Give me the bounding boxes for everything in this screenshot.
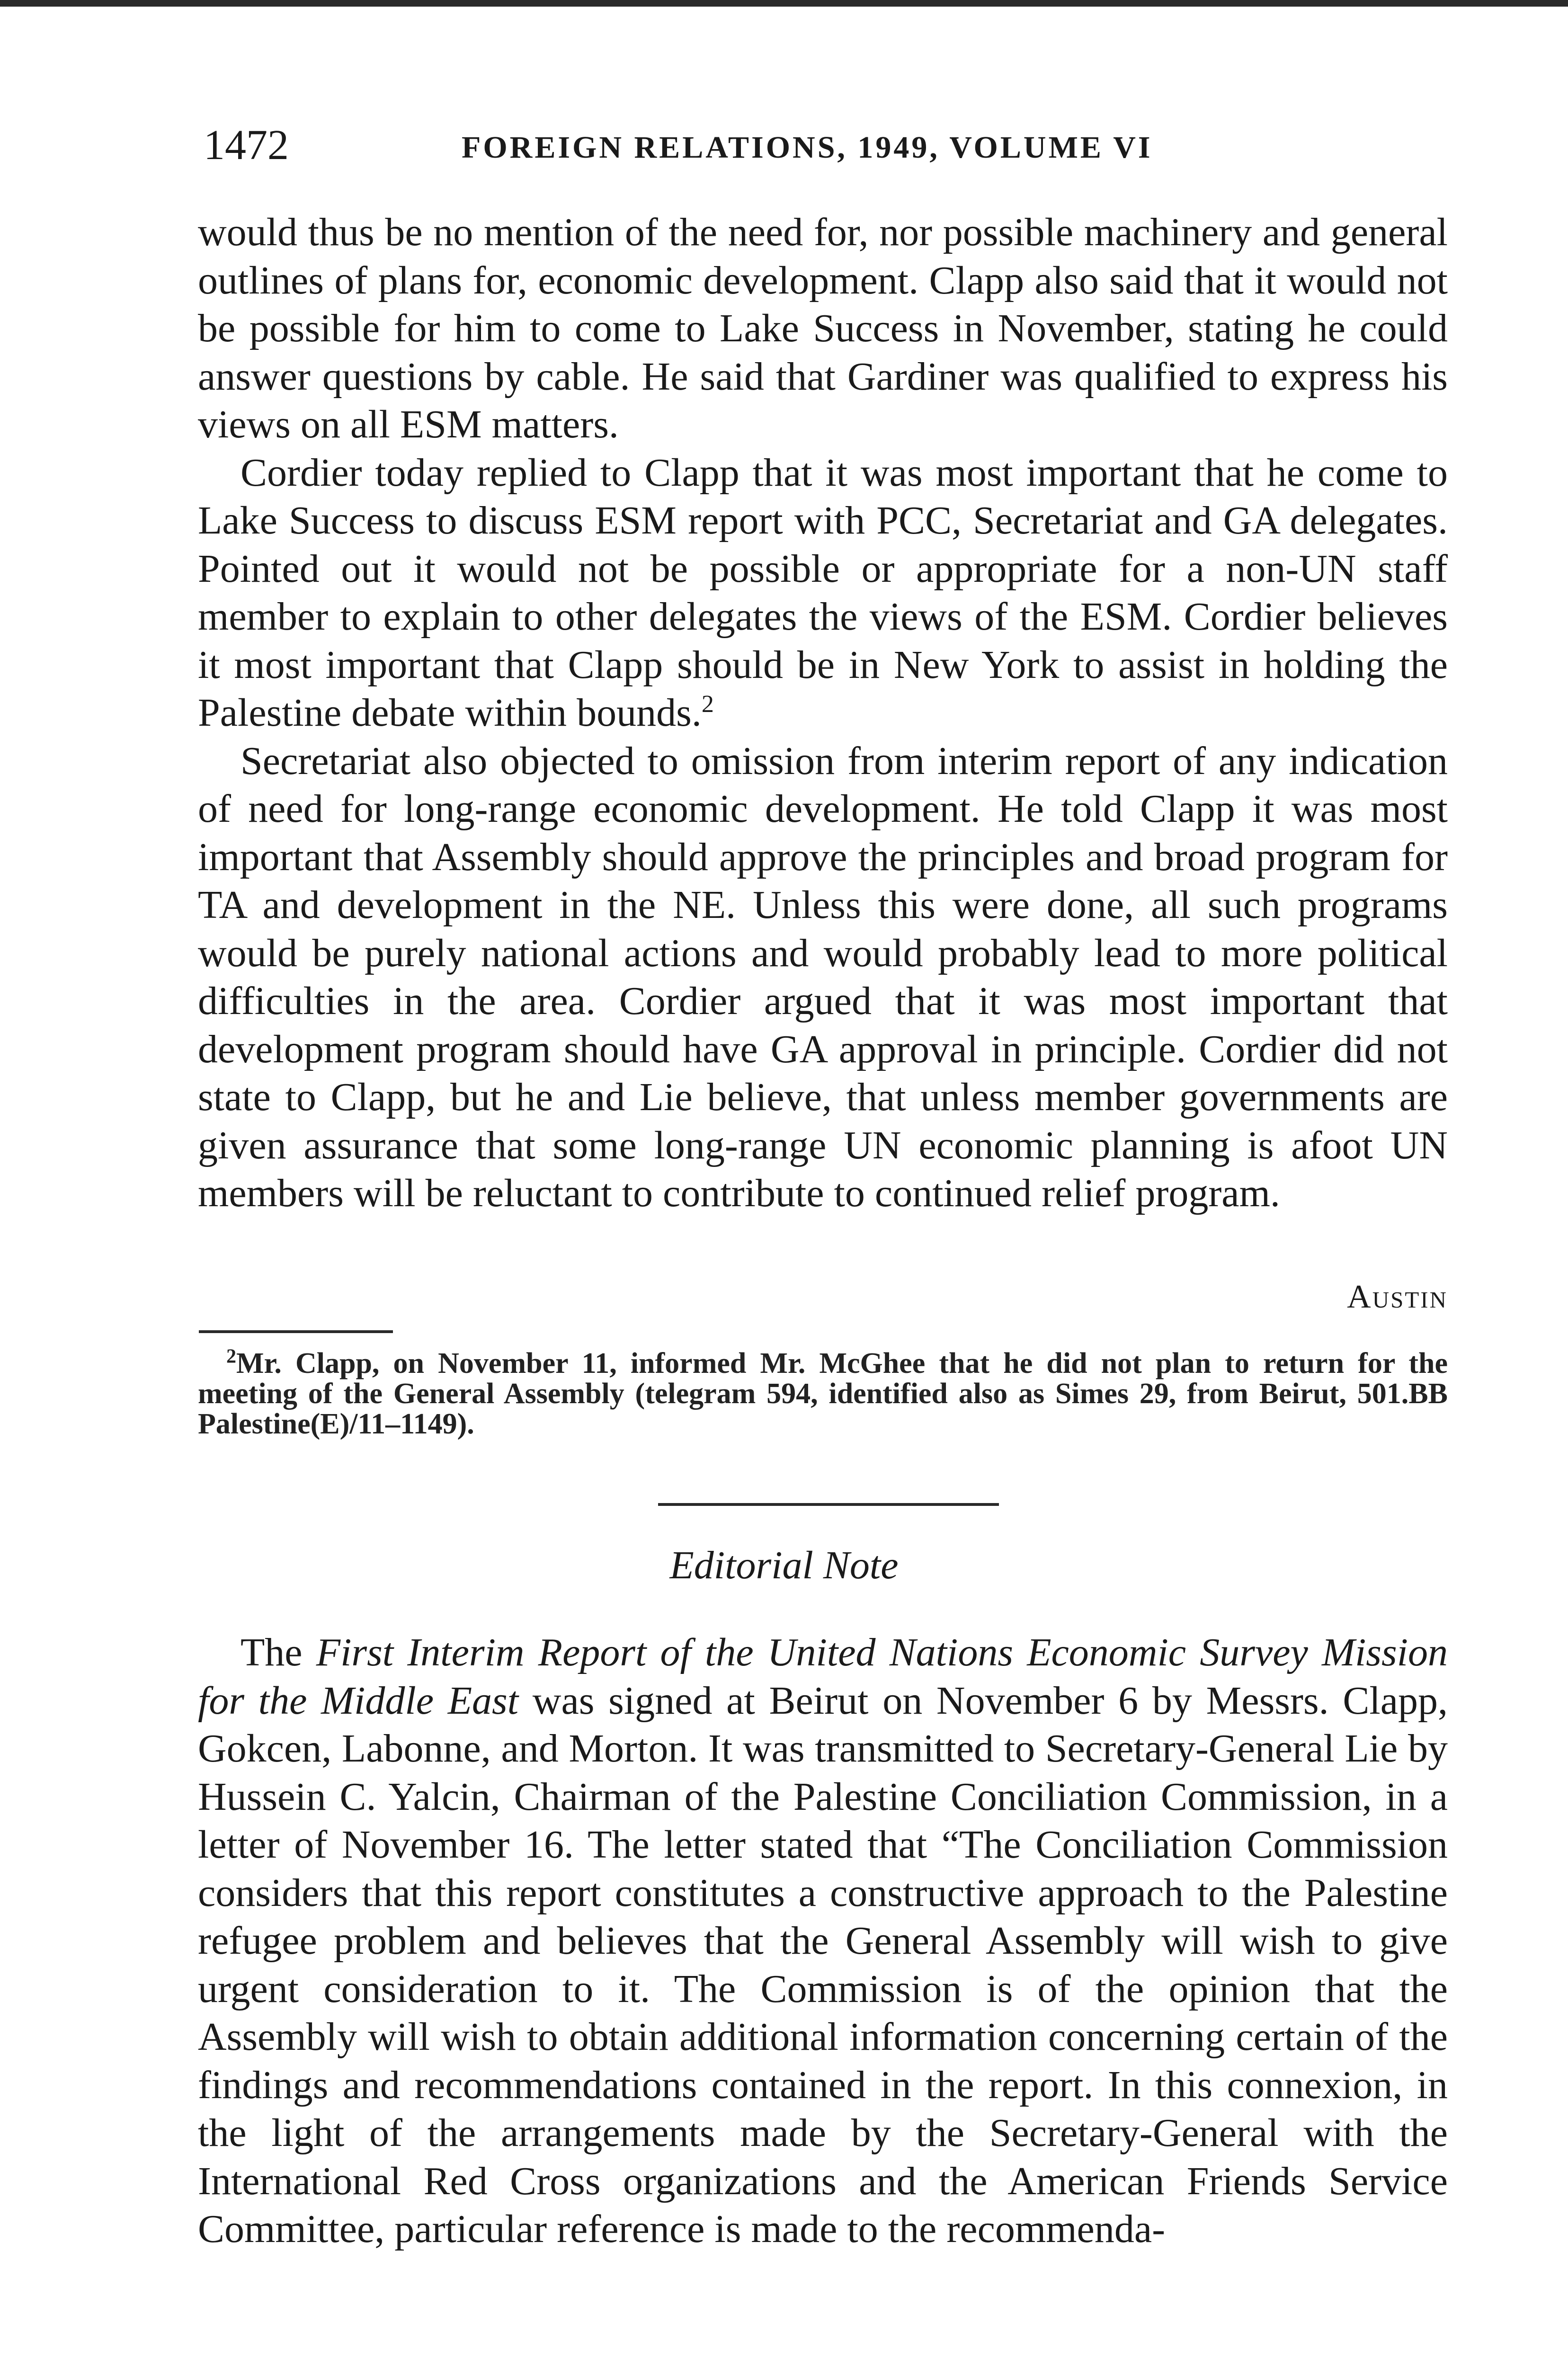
footnote-marker: 2 bbox=[226, 1345, 236, 1368]
section-divider bbox=[658, 1503, 999, 1506]
top-border bbox=[0, 0, 1568, 7]
paragraph-continued: would thus be no mention of the need for, nor possible machinery and general outlines of plans for, economic development. Clapp also said that it would not be possible for him to come to Lake Success in November, stating he could answer questions by cable. He said that Gardiner was qualified to express his views on all ESM matters. bbox=[198, 210, 1448, 446]
paragraph-secretariat: Secretariat also objected to omission from interim report of any indication of need for long-range economic development. He told Clapp it was most important that Assembly should approve the principles and broad program for TA and development in the NE. Unless this were done, all such programs would be purely national actions and would probably lead to more political difficulties in the area. Cordier argued that it was most important that development program should have GA approval in principle. Cordier did not state to Clapp, but he and Lie believe, that unless member governments are given assurance that some long-range UN economic planning is afoot UN members will be reluctant to contribute to continued relief program. bbox=[198, 739, 1448, 1215]
footnote-divider bbox=[199, 1330, 393, 1333]
paragraph-text: Cordier today replied to Clapp that it was most important that he come to Lake Success to discuss ESM report with PCC, Secretariat and GA delegates. Pointed out it would not be possible or appropriate for a non-UN staff member to explain to other delegates the views of the ESM. Cordier believes it most important that Clapp should be in New York to assist in holding the Palestine debate within bounds. bbox=[198, 450, 1448, 735]
running-head: FOREIGN RELATIONS, 1949, VOLUME VI bbox=[462, 130, 1153, 165]
paragraph-cordier-reply bbox=[198, 449, 1448, 737]
page-number: 1472 bbox=[204, 122, 289, 169]
body-text bbox=[198, 208, 1448, 1218]
signature: Austin bbox=[1347, 1279, 1448, 1315]
page-header bbox=[204, 119, 1453, 171]
editorial-note-text: was signed at Beirut on November 6 by Messrs. Clapp, Gokcen, Labonne, and Morton. It was transmitted to Secretary-General Lie by Hussein C. Yalcin, Chairman of the Palestine Conciliation Commission, in a letter of November 16. The letter stated that “The Conciliation Commission considers that this report constitutes a constructive approach to the Palestine refugee problem and believes that the General Assembly will wish to give urgent consideration to it. The Commission is of the opinion that the Assembly will wish to obtain additional information concerning certain of the findings and recommendations contained in the report. In this connexion, in the light of the arrangements made by the Secretary-General with the International Red Cross organizations and the American Friends Service Committee, particular reference is made to the recommenda- bbox=[198, 1678, 1448, 2251]
footnote-reference: 2 bbox=[701, 691, 714, 718]
editorial-note-paragraph bbox=[198, 1628, 1448, 2253]
editorial-note-body bbox=[198, 1628, 1448, 2253]
report-title: First Interim Report of the United Nations Economic Survey Mission for the Middle East bbox=[198, 1630, 1448, 1723]
editorial-note-lead: The bbox=[241, 1630, 316, 1674]
footnote bbox=[198, 1345, 1448, 1440]
editorial-note-title: Editorial Note bbox=[669, 1543, 899, 1587]
footnote-text: Mr. Clapp, on November 11, informed Mr. McGhee that he did not plan to return for the meeting of the General Assembly (telegram 594, identified also as Simes 29, from Beirut, 501.BB Palestine(E)/11–1149). bbox=[198, 1347, 1448, 1440]
